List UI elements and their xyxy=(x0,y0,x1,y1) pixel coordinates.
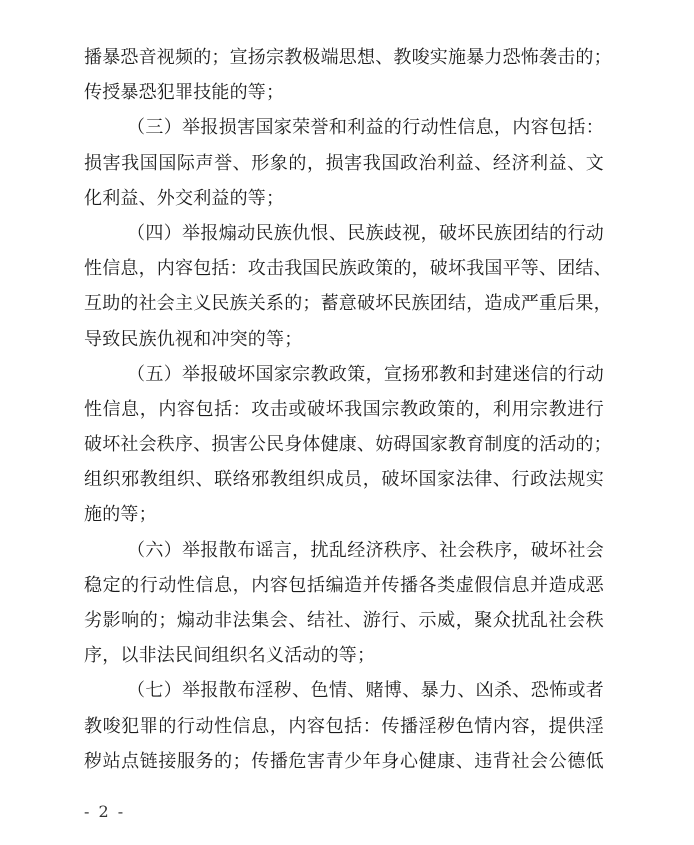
text-line: 稳定的行动性信息，内容包括编造并传播各类虚假信息并造成恶 xyxy=(84,574,604,596)
text-line: 组织邪教组织、联络邪教组织成员，破坏国家法律、行政法规实 xyxy=(84,469,604,491)
text-line: 施的等； xyxy=(84,504,157,526)
text-line: （七）举报散布淫秽、色情、赌博、暴力、凶杀、恐怖或者 xyxy=(127,680,604,702)
text-line: 传授暴恐犯罪技能的等； xyxy=(84,82,285,104)
text-line: 性信息，内容包括：攻击或破坏我国宗教政策的，利用宗教进行 xyxy=(84,398,604,420)
text-line: 教唆犯罪的行动性信息，内容包括：传播淫秽色情内容，提供淫 xyxy=(84,715,604,737)
document-body xyxy=(84,40,612,779)
text-line: 性信息，内容包括：攻击我国民族政策的，破坏我国平等、团结、 xyxy=(84,258,612,280)
text-line: 秽站点链接服务的；传播危害青少年身心健康、违背社会公德低 xyxy=(84,750,604,772)
text-line: 导致民族仇视和冲突的等； xyxy=(84,328,303,350)
text-line: 互助的社会主义民族关系的；蓄意破坏民族团结，造成严重后果， xyxy=(84,293,612,315)
text-line: 劣影响的；煽动非法集会、结社、游行、示威，聚众扰乱社会秩 xyxy=(84,610,604,631)
text-line: 损害我国国际声誉、形象的，损害我国政治利益、经济利益、文 xyxy=(84,152,604,174)
text-line: 破坏社会秩序、损害公民身体健康、妨碍国家教育制度的活动的； xyxy=(84,434,612,456)
text-line: （四）举报煽动民族仇恨、民族歧视，破坏民族团结的行动 xyxy=(127,222,604,244)
page-number: - 2 - xyxy=(84,802,126,821)
text-line: （三）举报损害国家荣誉和利益的行动性信息，内容包括： xyxy=(127,117,604,139)
text-line: （六）举报散布谣言，扰乱经济秩序、社会秩序，破坏社会 xyxy=(127,539,604,561)
text-line: 播暴恐音视频的；宣扬宗教极端思想、教唆实施暴力恐怖袭击的； xyxy=(84,47,612,68)
text-line: 化利益、外交利益的等； xyxy=(84,187,285,209)
text-line: （五）举报破坏国家宗教政策，宣扬邪教和封建迷信的行动 xyxy=(127,363,604,385)
text-line: 序，以非法民间组织名义活动的等； xyxy=(84,645,376,667)
